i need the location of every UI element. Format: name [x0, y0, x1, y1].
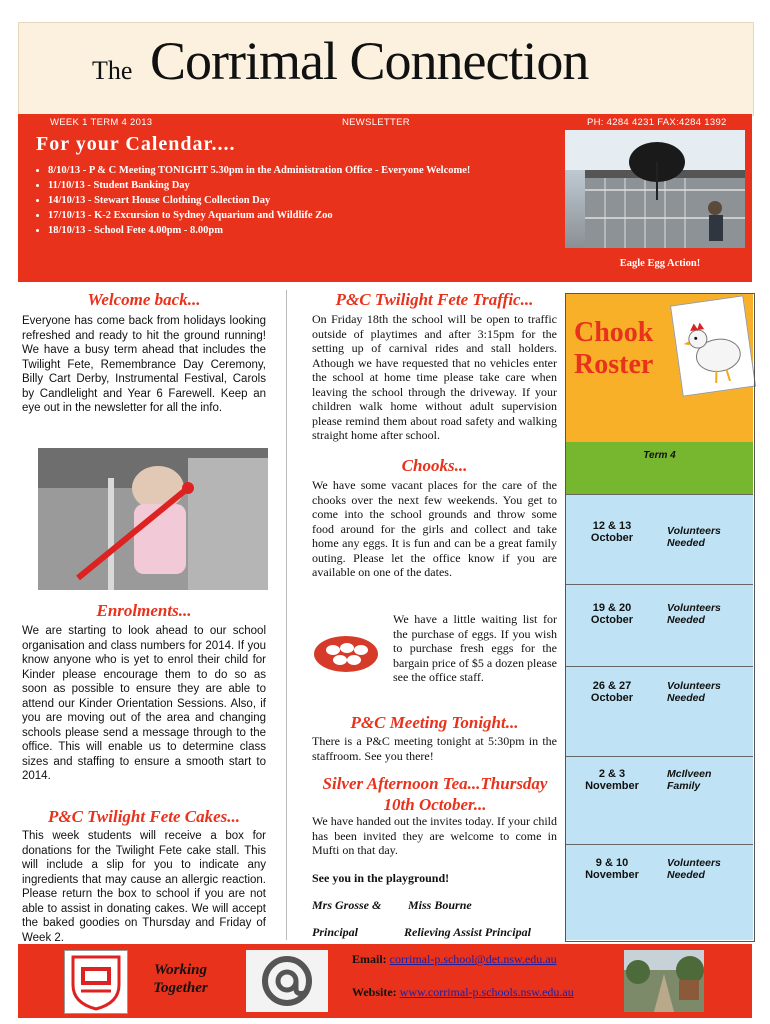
signature-name-2: Miss Bourne: [408, 898, 472, 912]
email-link[interactable]: corrimal-p.school@det.nsw.edu.au: [389, 952, 557, 966]
signature-role-1: Principal: [312, 925, 359, 939]
calendar-list: [30, 163, 470, 238]
traffic-text: On Friday 18th the school will be open to traffic outside of playtimes and after 3:15pm for the setting up of carnival rides and stall holders. Athough we have requested that no vehicles enter the school at home time please take care when leaving the school through the driveway. If your children walk home without adult supervision please remind them about road safety and walking straight home after school.: [312, 312, 557, 442]
tea-heading-line1: Silver Afternoon Tea...Thursday: [322, 774, 548, 793]
signature-role-2: Relieving Assist Principal: [404, 925, 531, 939]
roster-term: Term 4: [643, 450, 676, 461]
school-crest-logo: [64, 950, 128, 1014]
roster-date-days: 26 & 27: [592, 680, 632, 692]
roster-volunteer-line1: Volunteers: [667, 602, 721, 614]
roster-volunteer-line1: Volunteers: [667, 857, 721, 869]
website-link[interactable]: www.corrimal-p.schools.nsw.edu.au: [399, 985, 574, 999]
chooks-heading: Chooks...: [401, 456, 468, 475]
page-title: Corrimal Connection: [150, 31, 589, 91]
chooks-text: We have some vacant places for the care of the chooks over the next few weekends. You get to come into the school grounds and throw some food around for the girls and collect and take home any eggs. It is fun and can be a great family outing. Please let the office know if you are available on one of the dates.: [312, 478, 557, 579]
traffic-heading: P&C Twilight Fete Traffic...: [335, 290, 534, 309]
column-divider: [286, 290, 287, 940]
email-at-icon: [246, 950, 328, 1012]
child-photo-illustration: [38, 448, 268, 590]
roster-date-days: 2 & 3: [598, 768, 626, 780]
roster-date-month: October: [590, 532, 634, 544]
roster-title-line1: Chook: [574, 317, 654, 348]
child-photo: [38, 448, 268, 590]
motto-line2: Together: [153, 980, 208, 996]
week-term: WEEK 1 TERM 4 2013: [50, 117, 153, 128]
calendar-heading: For your Calendar....: [36, 133, 236, 155]
calendar-item: • 8/10/13 - P & C Meeting TONIGHT 5.30pm in the Administration Office - Everyone Welcome!: [48, 163, 470, 178]
roster-date-days: 12 & 13: [592, 520, 632, 532]
roster-volunteer-line2: Needed: [667, 537, 705, 549]
roster-volunteer-line1: Volunteers: [667, 525, 721, 537]
email-line: [352, 952, 557, 967]
roster-date-days: 19 & 20: [592, 602, 632, 614]
roster-volunteer-line1: McIlveen: [667, 768, 712, 780]
eggs-text: We have a little waiting list for the purchase of eggs. If you wish to purchase fresh eggs for the bargain price of $5 a dozen please see the office staff.: [393, 612, 557, 684]
welcome-text: Everyone has come back from holidays looking refreshed and ready to hit the ground running! We have a busy term ahead that includes the Twilight Fete, Remembrance Day Ceremony, Billy Cart Derby, Instrumental Festival, Carols by Candlelight and Year 6 Farewell. Keep an eye out in the newsletter for all the info.: [22, 315, 266, 414]
eagle-egg-photo: [565, 130, 745, 248]
calendar-item: • 17/10/13 - K-2 Excursion to Sydney Aquarium and Wildlife Zoo: [48, 208, 470, 223]
cakes-text: This week students will receive a box for donations for the Twilight Fete cake stall. This will include a slip for you to indicate any ingredients that may cause an allergic reaction. Please return the box to school if you are not able to assist in donating cakes. We will accept the baked goodies on Thursday and Friday of Week 2.: [22, 830, 266, 944]
title-prefix: The: [92, 56, 133, 85]
school-motto: [138, 961, 223, 997]
roster-title-line2: Roster: [574, 349, 654, 380]
phone-fax: PH: 4284 4231 FAX:4284 1392: [587, 117, 727, 128]
enrolments-text: We are starting to look ahead to our school organisation and class numbers for 2014. If you know anyone who is yet to enrol their child for Kinder please encourage them to do so as soon as possible to ensure they are able to attend our Kinder Orientation Sessions. Also, if you are moving out of the area and changing schools please send a message through to the office. This will enable us to determine class sizes and staffing to ensure a smooth start to 2014.: [22, 625, 266, 782]
meeting-heading: P&C Meeting Tonight...: [350, 713, 519, 732]
tea-text: We have handed out the invites today. If your child has been invited they are welcome to come in Mufti on that day.: [312, 814, 557, 857]
roster-volunteer-line2: Needed: [667, 869, 705, 881]
roster-date-month: November: [585, 869, 639, 881]
egg-carton-icon: [311, 628, 381, 676]
playground-line: See you in the playground!: [312, 871, 450, 885]
school-grounds-photo: [624, 950, 704, 1012]
photo-caption: Eagle Egg Action!: [619, 258, 701, 269]
tea-heading-line2: 10th October...: [383, 795, 487, 814]
chook-roster: [565, 293, 755, 942]
cakes-heading: P&C Twilight Fete Cakes...: [47, 807, 241, 826]
roster-date-month: November: [585, 780, 639, 792]
roster-volunteer-line2: Needed: [667, 692, 705, 704]
roster-date-month: October: [590, 692, 634, 704]
email-label: Email:: [352, 952, 387, 966]
welcome-heading: Welcome back...: [87, 290, 201, 309]
calendar-item: • 18/10/13 - School Fete 4.00pm - 8.00pm: [48, 223, 470, 238]
roster-date-month: October: [590, 614, 634, 626]
calendar-item: • 11/10/13 - Student Banking Day: [48, 178, 470, 193]
calendar-item: • 14/10/13 - Stewart House Clothing Collection Day: [48, 193, 470, 208]
enrolments-heading: Enrolments...: [96, 601, 192, 620]
meeting-text: There is a P&C meeting tonight at 5:30pm in the staffroom. See you there!: [312, 734, 557, 763]
eagle-photo-illustration: [565, 130, 745, 248]
roster-volunteer-line2: Family: [667, 780, 701, 792]
roster-volunteer-line1: Volunteers: [667, 680, 721, 692]
signature-name-1: Mrs Grosse &: [312, 898, 382, 912]
roster-volunteer-line2: Needed: [667, 614, 705, 626]
newsletter-label: NEWSLETTER: [342, 117, 410, 128]
website-line: [352, 985, 574, 1000]
roster-date-days: 9 & 10: [595, 857, 629, 869]
motto-line1: Working: [153, 962, 208, 978]
website-label: Website:: [352, 985, 397, 999]
